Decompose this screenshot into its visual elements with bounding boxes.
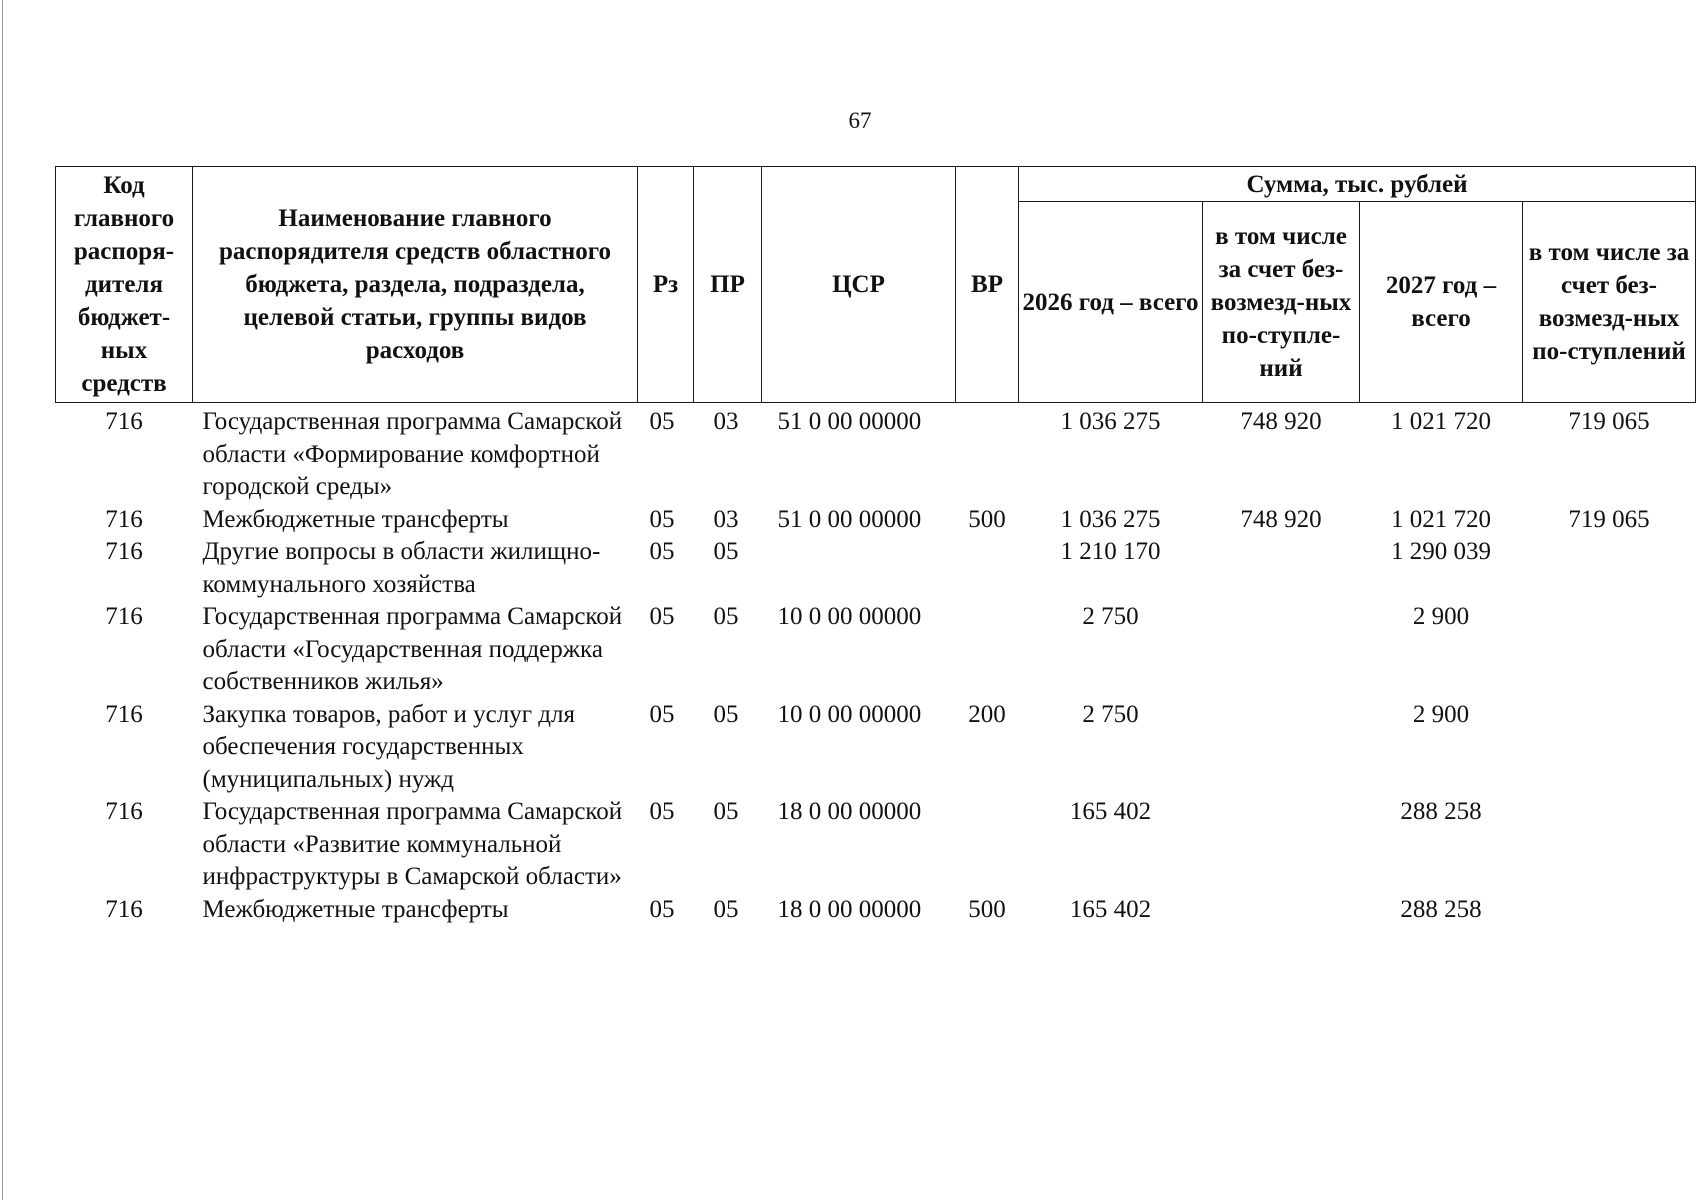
table-row [56, 699, 1696, 797]
cell-2026-grants [1203, 536, 1360, 601]
cell-2026-grants [1203, 601, 1360, 699]
header-2026-grants: в том числе за счет без-возмезд-ных по-ступле-ний [1203, 202, 1360, 403]
header-vr: ВР [956, 167, 1019, 403]
cell-2027-total: 1 290 039 [1391, 538, 1491, 565]
cell-2026-grants: 748 920 [1240, 408, 1322, 435]
cell-rz: 05 [649, 408, 675, 435]
cell-vr: 500 [968, 505, 1006, 533]
cell-name: Государственная программа Самарской области «Государственная поддержка собственников жилья» [202, 603, 623, 695]
page-number: 67 [848, 108, 872, 133]
cell-2026-total: 1 210 170 [1060, 538, 1161, 565]
header-code: Код главного распоря-дителя бюджет-ных средств [56, 167, 193, 403]
cell-2027-total: 2 900 [1412, 700, 1470, 728]
cell-name: Другие вопросы в области жилищно-коммунального хозяйства [202, 538, 601, 598]
cell-2026-total: 165 402 [1069, 798, 1152, 825]
cell-2026-total: 2 750 [1082, 700, 1139, 728]
cell-2027-total: 288 258 [1400, 895, 1482, 923]
cell-pr: 05 [713, 603, 739, 630]
header-csr: ЦСР [762, 167, 956, 403]
table-row [56, 601, 1696, 699]
cell-rz: 05 [649, 603, 675, 630]
cell-2027-total: 1 021 720 [1391, 505, 1491, 533]
cell-name: Государственная программа Самарской области «Развитие коммунальной инфраструктуры в Самарской области» [202, 798, 623, 890]
cell-code: 716 [105, 505, 143, 533]
cell-vr [956, 601, 1019, 699]
table-header [56, 167, 1696, 403]
cell-csr: 51 0 00 00000 [777, 408, 922, 435]
cell-2026-total: 1 036 275 [1060, 408, 1161, 435]
cell-csr: 51 0 00 00000 [777, 505, 922, 533]
header-sum-group: Сумма, тыс. рублей [1019, 167, 1696, 202]
cell-code: 716 [105, 603, 143, 630]
table-row [56, 403, 1696, 504]
cell-2026-grants [1203, 796, 1360, 894]
cell-2027-grants [1523, 601, 1696, 699]
cell-csr: 18 0 00 00000 [777, 798, 922, 825]
cell-code: 716 [105, 538, 143, 565]
cell-name: Государственная программа Самарской области «Формирование комфортной городской среды» [202, 408, 623, 500]
cell-code: 716 [105, 798, 143, 825]
cell-2026-grants [1203, 894, 1360, 927]
cell-vr [956, 536, 1019, 601]
cell-csr [762, 536, 956, 601]
cell-2027-total: 1 021 720 [1391, 408, 1491, 435]
cell-2027-grants [1523, 796, 1696, 894]
header-2026-total: 2026 год – всего [1019, 202, 1203, 403]
cell-2026-grants: 748 920 [1240, 505, 1322, 533]
cell-name: Межбюджетные трансферты [202, 505, 509, 533]
cell-2027-grants [1523, 536, 1696, 601]
cell-2027-grants [1523, 894, 1696, 927]
cell-2026-total: 2 750 [1082, 603, 1139, 630]
table-row [56, 894, 1696, 927]
table-row [56, 536, 1696, 601]
cell-2027-total: 288 258 [1400, 798, 1482, 825]
cell-pr: 05 [713, 538, 739, 565]
cell-vr [956, 403, 1019, 504]
cell-2027-total: 2 900 [1412, 603, 1470, 630]
cell-csr: 18 0 00 00000 [777, 895, 922, 923]
cell-2026-grants [1203, 699, 1360, 797]
cell-2027-grants: 719 065 [1568, 505, 1650, 533]
cell-2027-grants [1523, 699, 1696, 797]
scan-edge [2, 0, 3, 1200]
cell-pr: 03 [713, 505, 739, 533]
header-2027-total: 2027 год – всего [1360, 202, 1523, 403]
cell-pr: 05 [713, 895, 739, 923]
cell-rz: 05 [649, 505, 675, 533]
cell-pr: 05 [713, 700, 739, 728]
cell-vr: 500 [968, 895, 1006, 923]
table-row [56, 796, 1696, 894]
cell-2026-total: 165 402 [1069, 895, 1152, 923]
cell-csr: 10 0 00 00000 [777, 700, 922, 728]
header-pr: ПР [694, 167, 762, 403]
cell-vr [956, 796, 1019, 894]
cell-pr: 05 [713, 798, 739, 825]
cell-rz: 05 [649, 798, 675, 825]
cell-rz: 05 [649, 700, 675, 728]
header-rz: Рз [638, 167, 694, 403]
cell-code: 716 [105, 408, 143, 435]
header-name: Наименование главного распорядителя средств областного бюджета, раздела, подраздела, целевой статьи, группы видов расходов [193, 167, 638, 403]
cell-2027-grants: 719 065 [1568, 408, 1650, 435]
cell-csr: 10 0 00 00000 [777, 603, 922, 630]
table-body [56, 403, 1696, 927]
cell-pr: 03 [713, 408, 739, 435]
cell-name: Закупка товаров, работ и услуг для обеспечения государственных (муниципальных) нужд [202, 700, 575, 793]
budget-table [55, 166, 1696, 926]
cell-rz: 05 [649, 895, 675, 923]
table-row [56, 504, 1696, 537]
cell-vr: 200 [968, 700, 1006, 728]
cell-2026-total: 1 036 275 [1060, 505, 1161, 533]
header-2027-grants: в том числе за счет без-возмезд-ных по-ступлений [1523, 202, 1696, 403]
cell-code: 716 [105, 895, 143, 923]
cell-name: Межбюджетные трансферты [202, 895, 509, 923]
cell-rz: 05 [649, 538, 675, 565]
cell-code: 716 [105, 700, 143, 728]
